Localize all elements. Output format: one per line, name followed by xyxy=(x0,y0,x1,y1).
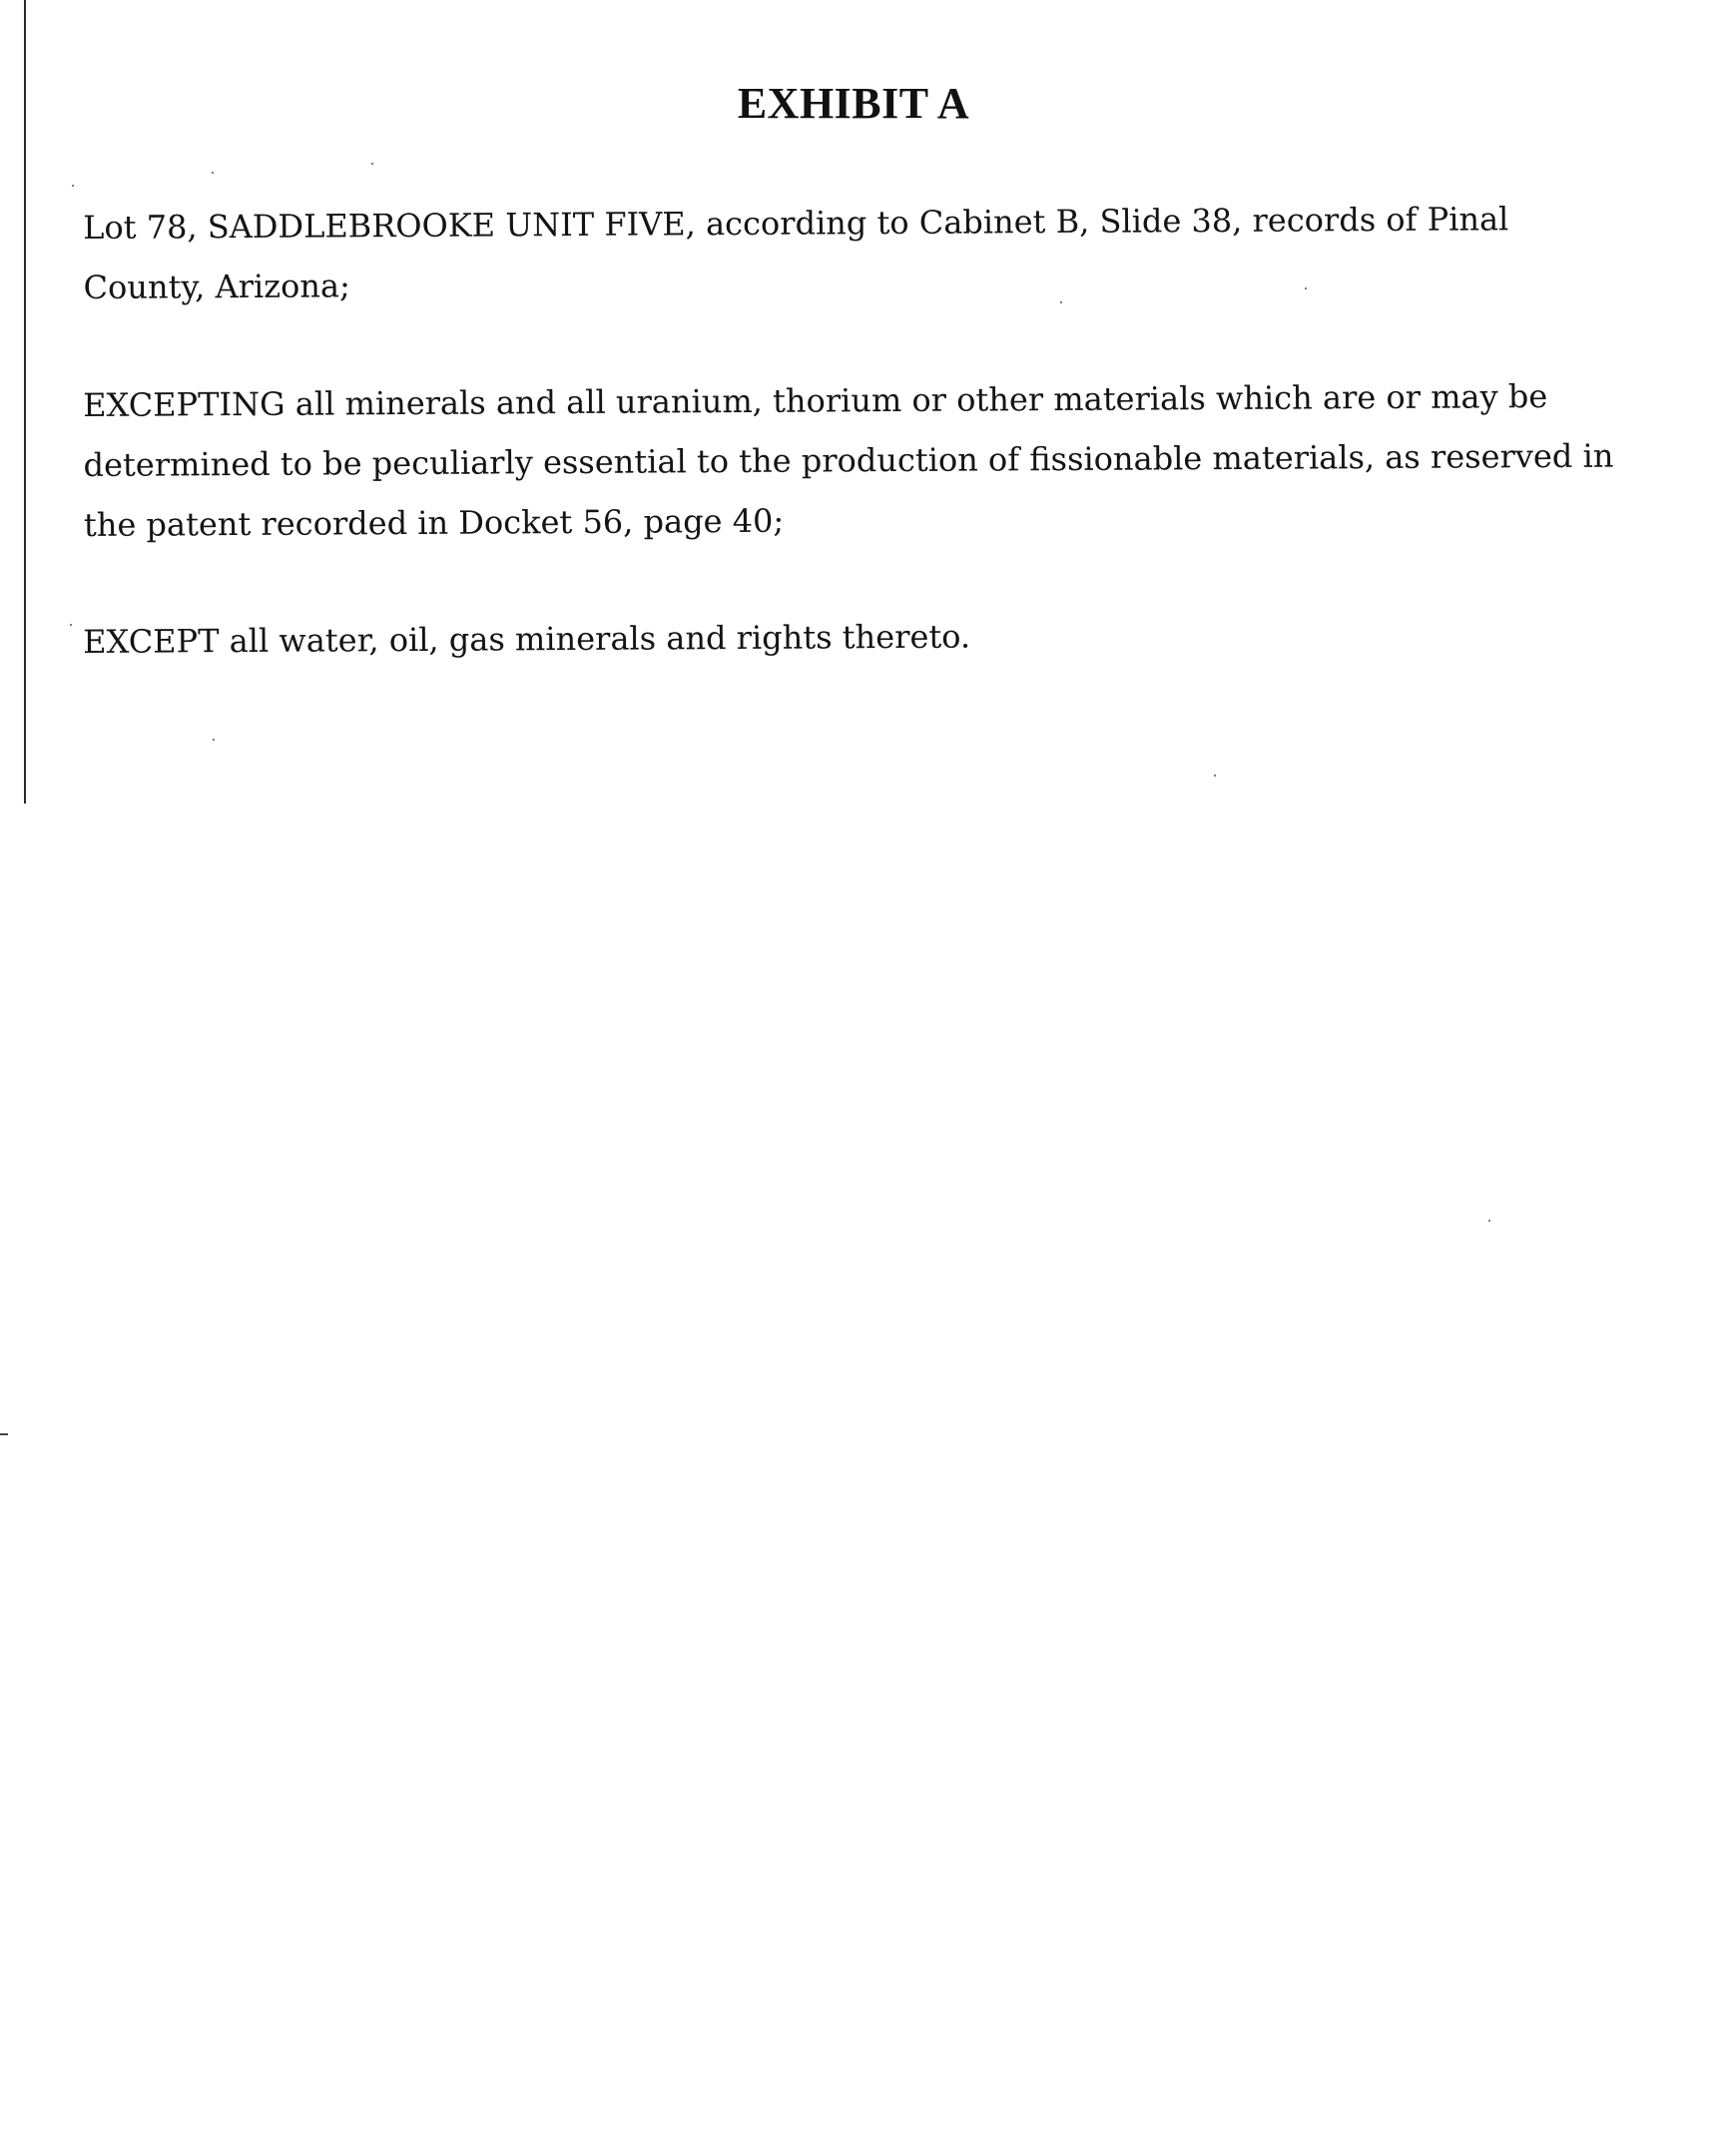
scan-speck xyxy=(70,624,72,626)
scan-speck xyxy=(212,172,214,174)
scan-speck xyxy=(1488,1220,1490,1222)
mineral-exception-paragraph: EXCEPTING all minerals and all uranium, thorium or other materials which are or may be determined to be peculiarly essential to the production of fissionable materials, as reserved in the patent recorded in Docket 56, page 40; xyxy=(83,377,1614,544)
scan-speck xyxy=(1060,301,1062,303)
scan-speck xyxy=(213,739,215,741)
scan-speck xyxy=(1214,775,1216,777)
scan-speck xyxy=(371,163,373,165)
scan-speck xyxy=(1305,287,1307,289)
scan-edge-mark xyxy=(0,1433,8,1435)
scan-speck xyxy=(72,185,74,187)
water-oil-gas-exception-paragraph: EXCEPT all water, oil, gas minerals and rights thereto. xyxy=(83,617,971,661)
document-title: EXHIBIT A xyxy=(737,79,970,128)
legal-description-paragraph: Lot 78, SADDLEBROOKE UNIT FIVE, according to Cabinet B, Slide 38, records of Pinal County, Arizona; xyxy=(83,200,1509,306)
